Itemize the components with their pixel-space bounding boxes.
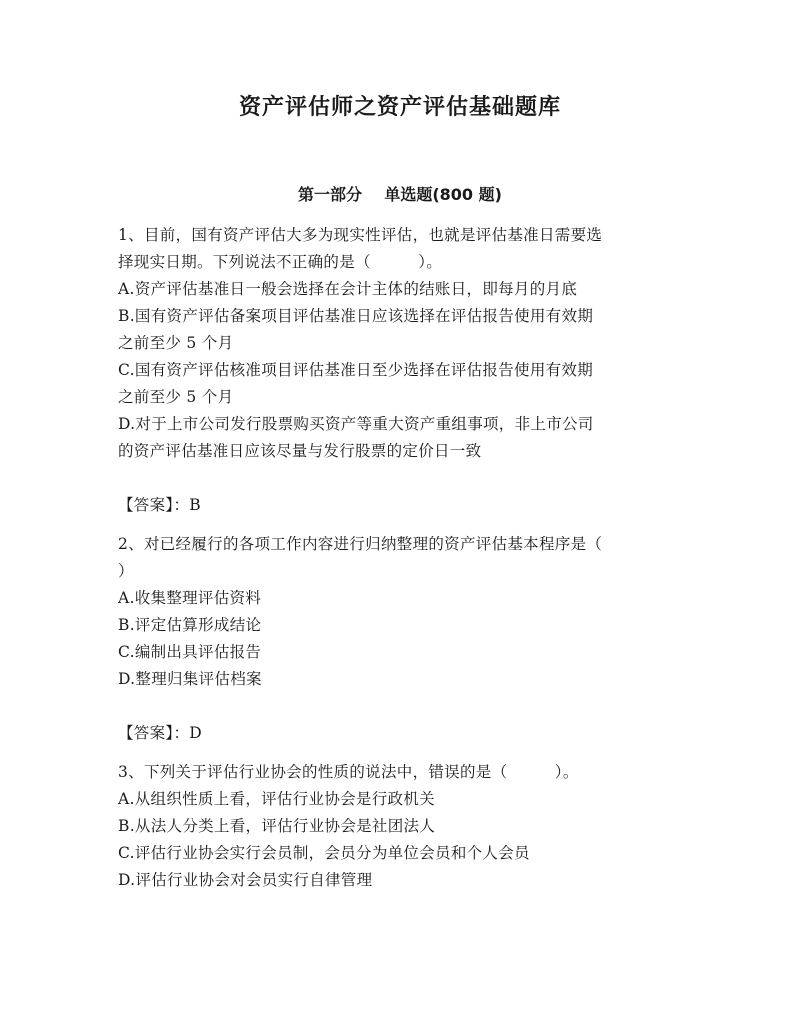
document-title: 资产评估师之资产评估基础题库	[238, 95, 561, 120]
option-a: A.收集整理评估资料	[118, 589, 262, 607]
option-b-continued: 之前至少 5 个月	[118, 334, 234, 352]
question-stem: ）	[118, 562, 134, 580]
option-a: A.资产评估基准日一般会选择在会计主体的结账日，即每月的月底	[118, 280, 578, 298]
option-b: B.评定估算形成结论	[118, 616, 262, 634]
question-2	[118, 531, 688, 759]
answer-line: 【答案】：D	[118, 724, 202, 742]
question-stem: 择现实日期。下列说法不正确的是（ ）。	[118, 253, 443, 271]
question-stem: 3、下列关于评估行业协会的性质的说法中，错误的是（ ）。	[118, 763, 579, 781]
question-stem: 1、目前，国有资产评估大多为现实性评估，也就是评估基准日需要选	[118, 226, 603, 244]
question-stem: 2、对已经履行的各项工作内容进行归纳整理的资产评估基本程序是（	[118, 535, 603, 553]
option-d: D.对于上市公司发行股票购买资产等重大资产重组事项，非上市公司	[118, 415, 594, 433]
option-c-continued: 之前至少 5 个月	[118, 388, 234, 406]
option-b: B.国有资产评估备案项目评估基准日应该选择在评估报告使用有效期	[118, 307, 594, 325]
option-a: A.从组织性质上看，评估行业协会是行政机关	[118, 790, 435, 808]
option-d: D.整理归集评估档案	[118, 670, 262, 688]
question-1	[118, 222, 688, 531]
option-b: B.从法人分类上看，评估行业协会是社团法人	[118, 817, 436, 835]
option-d: D.评估行业协会对会员实行自律管理	[118, 871, 373, 889]
option-c: C.编制出具评估报告	[118, 643, 262, 661]
option-c: C.评估行业协会实行会员制，会员分为单位会员和个人会员	[118, 844, 530, 862]
question-3	[118, 759, 688, 894]
option-d-continued: 的资产评估基准日应该尽量与发行股票的定价日一致	[118, 442, 482, 460]
option-c: C.国有资产评估核准项目评估基准日至少选择在评估报告使用有效期	[118, 361, 594, 379]
section-title: 第一部分 单选题(800 题)	[298, 185, 502, 204]
answer-line: 【答案】：B	[118, 496, 201, 514]
question-list	[118, 222, 688, 894]
